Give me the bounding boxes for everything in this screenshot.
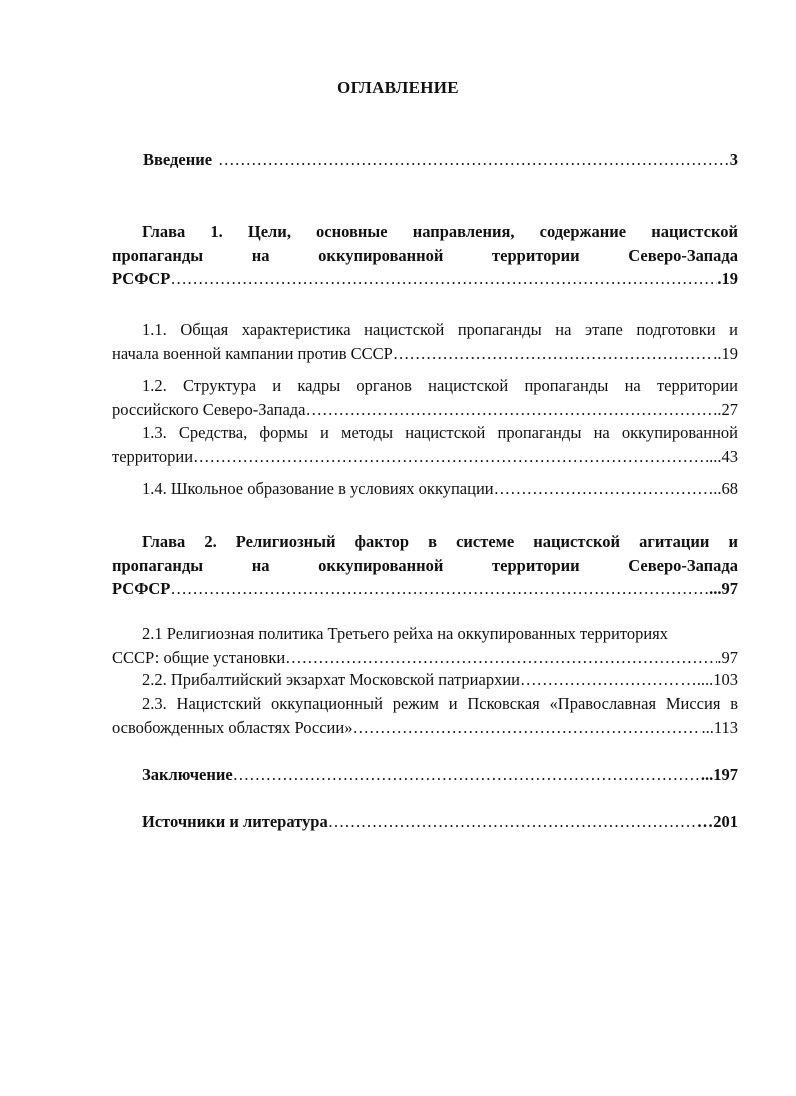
page-title: ОГЛАВЛЕНИЕ bbox=[337, 78, 459, 97]
toc-section-line: освобожденных областях России» bbox=[112, 717, 353, 737]
toc-chapter-line: Глава 2. Религиозный фактор в системе нацистской агитации и bbox=[142, 532, 738, 551]
toc-entry-label: Заключение bbox=[142, 765, 233, 784]
dot-leader bbox=[520, 668, 680, 692]
toc-entry-intro bbox=[143, 148, 738, 172]
toc-page-number: ..19 bbox=[713, 343, 738, 363]
toc-section-1-1 bbox=[112, 318, 738, 365]
toc-section-1-2 bbox=[112, 374, 738, 421]
toc-page-number: ...97 bbox=[709, 579, 738, 598]
dot-leader bbox=[193, 445, 709, 469]
toc-section-line: начала военной кампании против СССР bbox=[112, 343, 393, 363]
toc-page-number: 3 bbox=[729, 150, 738, 169]
toc-chapter-line: РСФСР bbox=[112, 579, 171, 598]
toc-page-number: .97 bbox=[717, 647, 738, 667]
toc-chapter-line: пропаганды на оккупированной территории Северо-Запада bbox=[112, 245, 738, 265]
toc-chapter-line: Глава 1. Цели, основные направления, содержание нацистской bbox=[142, 222, 738, 241]
toc-entry-label: Источники и литература bbox=[142, 812, 328, 831]
toc-page-number: …201 bbox=[696, 812, 738, 831]
toc-chapter-line: пропаганды на оккупированной территории Северо-Запада bbox=[112, 555, 738, 575]
dot-leader bbox=[328, 810, 697, 834]
toc-page-number: …....103 bbox=[680, 670, 738, 689]
toc-page-number: ...43 bbox=[709, 446, 738, 466]
toc-section-2-3 bbox=[112, 692, 738, 739]
toc-entry-label: Введение bbox=[143, 150, 213, 169]
toc-page-number: ..27 bbox=[713, 399, 738, 419]
toc-section-line: российского Северо-Запада bbox=[112, 399, 306, 419]
toc-section-line: 1.2. Структура и кадры органов нацистской пропаганды на территории bbox=[142, 376, 738, 395]
dot-leader bbox=[352, 716, 701, 740]
toc-section-1-3 bbox=[112, 421, 738, 468]
toc-section-line: 1.3. Средства, формы и методы нацистской пропаганды на оккупированной bbox=[142, 423, 738, 442]
toc-chapter-line: РСФСР bbox=[112, 269, 171, 288]
toc-section-line: территории bbox=[112, 446, 194, 466]
dot-leader bbox=[306, 398, 714, 422]
toc-section-line: 2.3. Нацистский оккупационный режим и Псковская «Православная Миссия в bbox=[142, 694, 738, 713]
toc-chapter-2 bbox=[112, 530, 738, 601]
dot-leader bbox=[494, 477, 714, 501]
toc-section-line: 2.1 Религиозная политика Третьего рейха на оккупированных территориях bbox=[142, 624, 668, 643]
toc-section-line: СССР: общие установки bbox=[112, 647, 286, 667]
toc-section-2-1 bbox=[112, 622, 738, 669]
toc-page-number: ...197 bbox=[700, 765, 738, 784]
dot-leader bbox=[285, 646, 717, 670]
dot-leader bbox=[233, 763, 701, 787]
toc-entry-conclusion bbox=[142, 763, 738, 787]
dot-leader bbox=[393, 342, 713, 366]
toc-chapter-1 bbox=[112, 220, 738, 291]
toc-page-number: .19 bbox=[717, 269, 738, 288]
toc-page-number: ..68 bbox=[713, 479, 738, 498]
toc-page-number: ...113 bbox=[701, 717, 738, 737]
toc-section-line: 1.1. Общая характеристика нацистской пропаганды на этапе подготовки и bbox=[142, 320, 738, 339]
dot-leader bbox=[218, 148, 730, 172]
toc-section-2-2 bbox=[142, 668, 738, 692]
toc-section-label: 1.4. Школьное образование в условиях оккупации bbox=[142, 479, 494, 498]
toc-section-1-4 bbox=[142, 477, 738, 501]
toc-entry-sources bbox=[142, 810, 738, 834]
toc-section-label: 2.2. Прибалтийский экзархат Московской патриархии bbox=[142, 670, 520, 689]
dot-leader bbox=[170, 267, 717, 291]
dot-leader bbox=[170, 577, 709, 601]
